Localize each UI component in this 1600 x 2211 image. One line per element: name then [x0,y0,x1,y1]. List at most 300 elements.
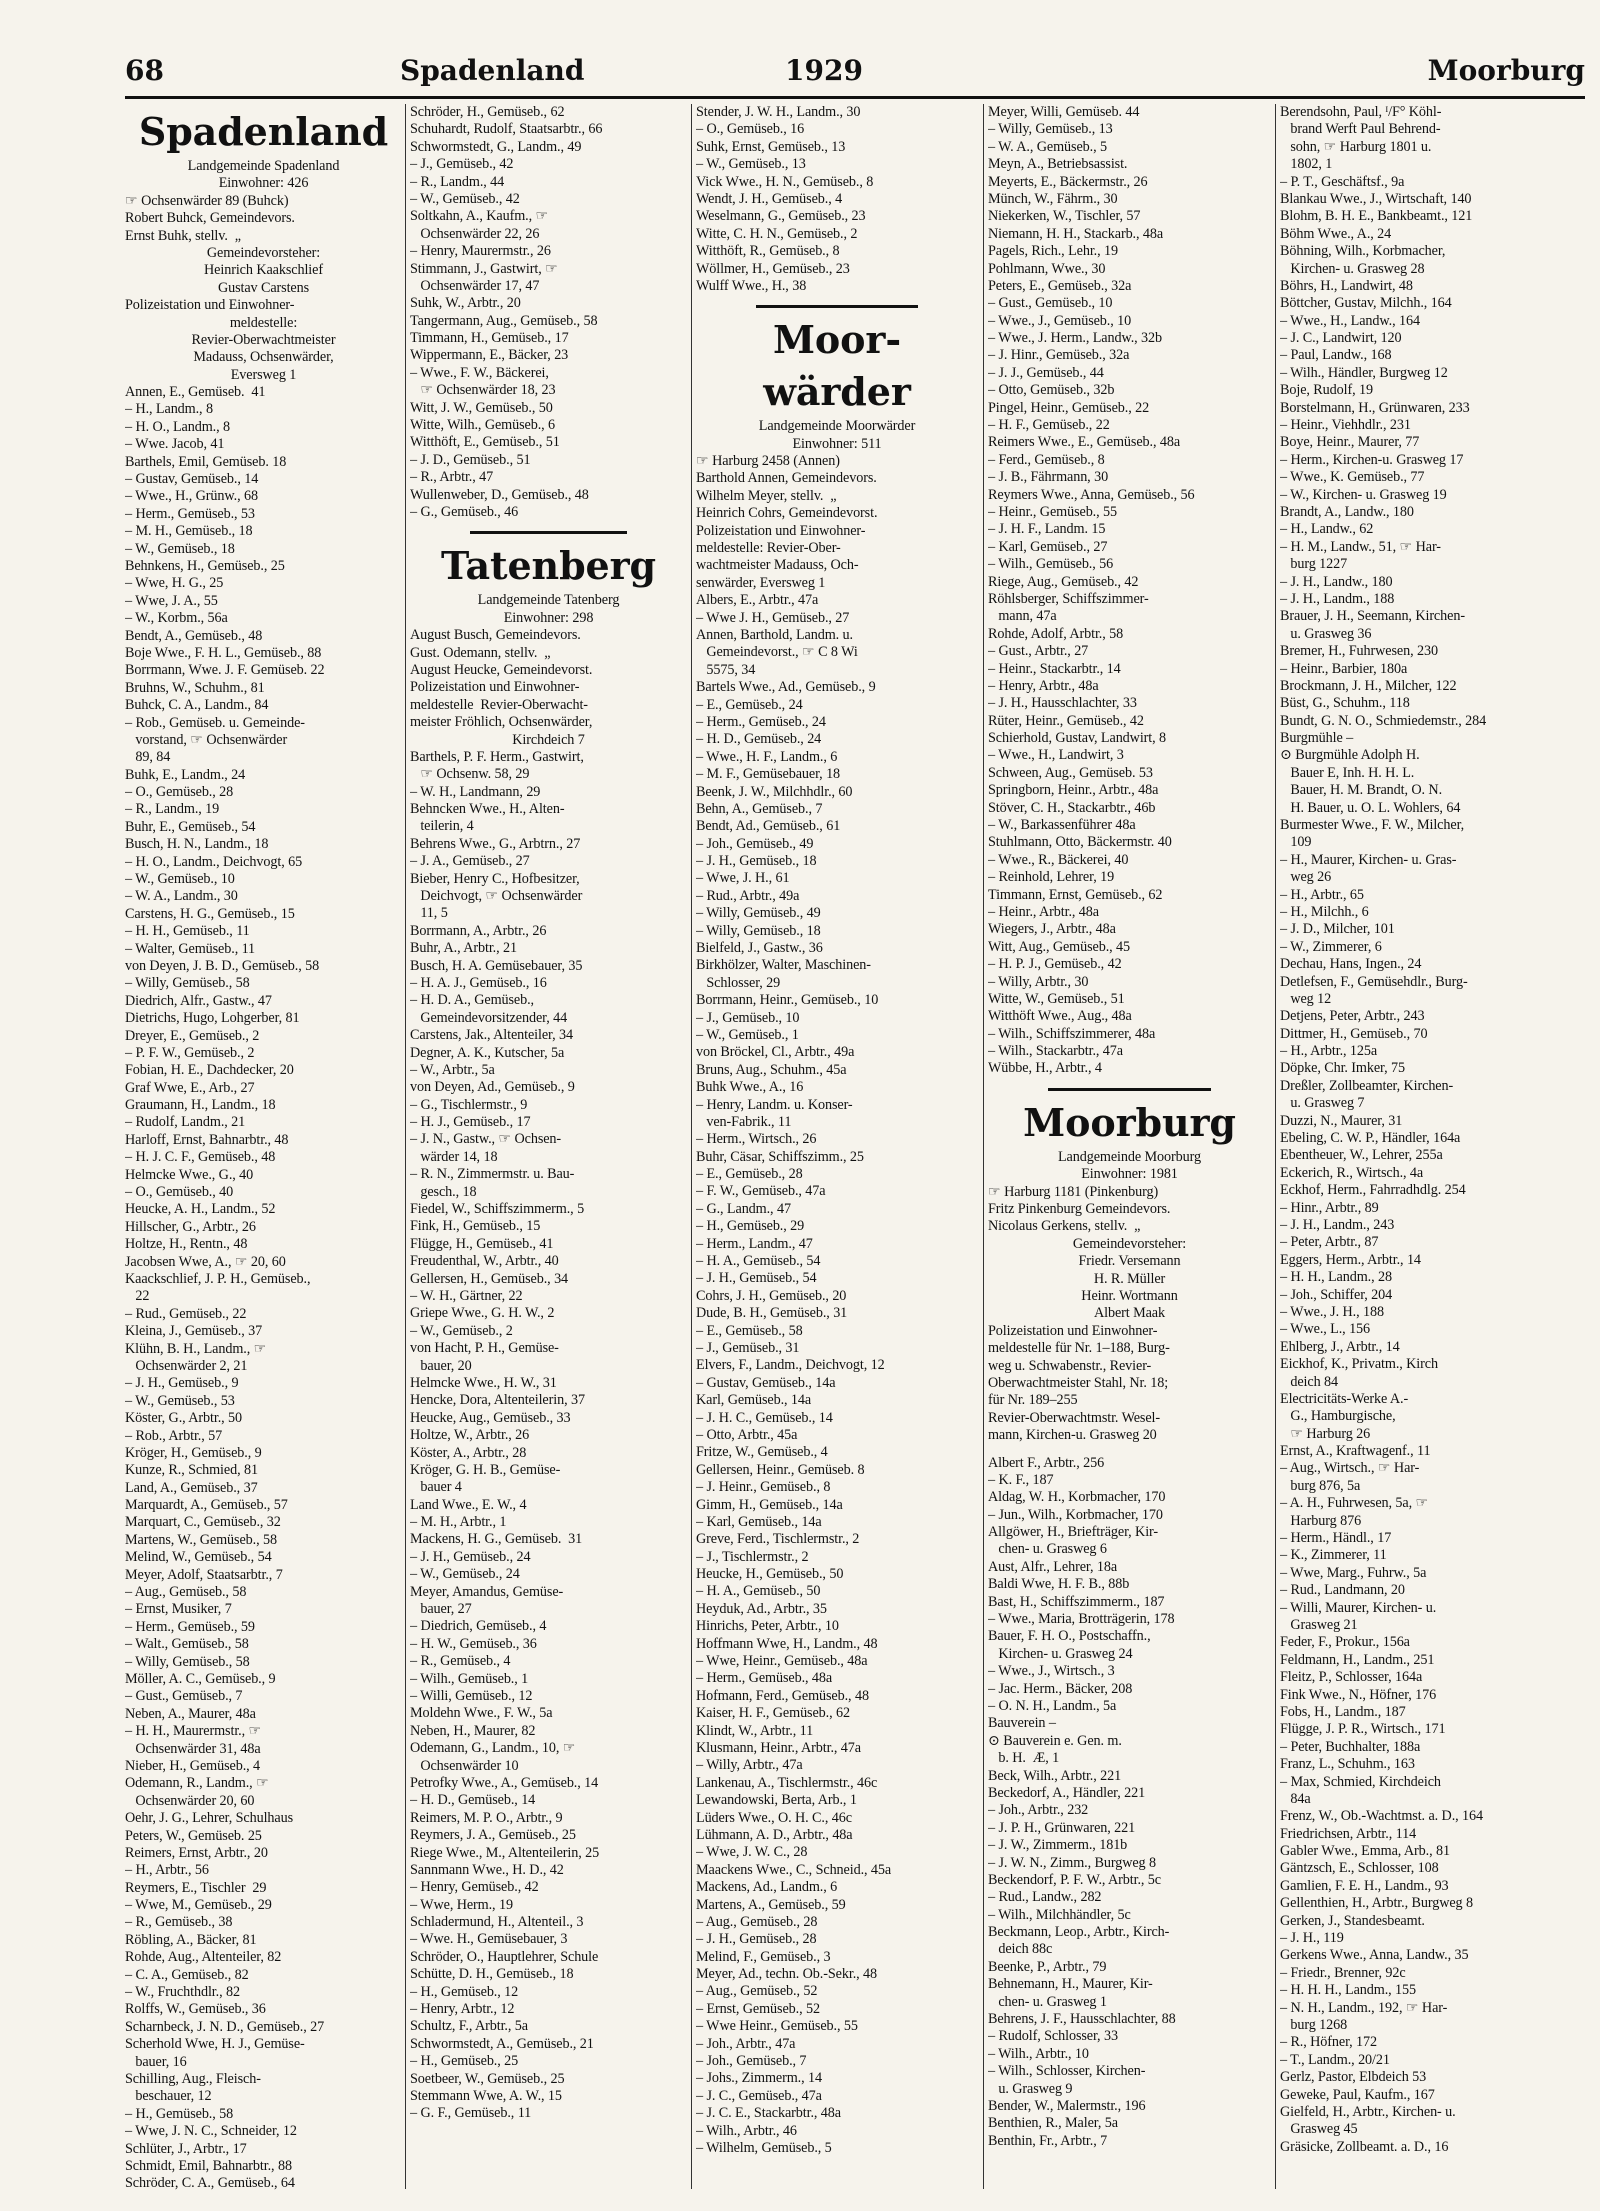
directory-entry: – Wwe., L., 156 [1280,1321,1371,1338]
directory-entry: – P. T., Geschäftsf., 9a [1280,173,1405,190]
directory-entry: Fobian, H. E., Dachdecker, 20 [125,1062,294,1079]
directory-entry: Berendsohn, Paul, ᴵ/F° Köhl- [1280,104,1442,120]
directory-entry: – Rob., Arbtr., 57 [125,1427,223,1444]
directory-entry: Flügge, H., Gemüseb., 41 [410,1235,554,1252]
directory-entry: ⊙ Burgmühle Adolph H. [1280,747,1420,764]
directory-entry: – H. H., Gemüseb., 11 [125,923,250,940]
directory-entry: Witthöft, R., Gemüseb., 8 [696,243,840,260]
directory-entry: – Wilh., Arbtr., 46 [696,2122,797,2139]
directory-entry: Wübbe, H., Arbtr., 4 [988,1060,1102,1077]
directory-entry: – Hinr., Arbtr., 89 [1280,1199,1379,1216]
directory-entry: gesch., 18 [410,1183,477,1200]
directory-entry: Geweke, Paul, Kaufm., 167 [1280,2086,1435,2103]
directory-entry: – Rudolf, Landm., 21 [125,1114,246,1131]
directory-entry: Brauer, J. H., Seemann, Kirchen- [1280,608,1465,625]
directory-entry: Bauer E, Inh. H. H. L. [1280,764,1415,781]
directory-entry: Frenz, W., Ob.-Wachtmst. a. D., 164 [1280,1808,1484,1825]
directory-entry: – H. M., Landw., 51, ☞ Har- [1280,538,1441,555]
directory-entry: wachtmeister Madauss, Och- [696,557,859,574]
directory-entry: – W., Gemüseb., 2 [410,1322,513,1339]
directory-entry: – Wwe, J. N. C., Schneider, 12 [125,2123,297,2140]
directory-entry: Cohrs, J. H., Gemüseb., 20 [696,1287,847,1304]
directory-entry: Schwormstedt, A., Gemüseb., 21 [410,2035,594,2052]
directory-entry: Klühn, B. H., Landm., ☞ [125,1340,267,1357]
directory-entry: – Wwe., J. H., 188 [1280,1303,1384,1320]
directory-entry: – M. H., Arbtr., 1 [410,1514,507,1531]
column-divider [1275,104,1276,2189]
directory-entry: Ebentheuer, W., Lehrer, 255a [1280,1147,1443,1164]
section-info: Landgemeinde Moorburg [1057,1148,1202,1165]
directory-entry: – R., Arbtr., 47 [410,469,494,486]
section-info: meldestelle: [229,314,298,331]
directory-entry: Annen, Barthold, Landm. u. [696,626,853,643]
directory-entry: – Willi, Maurer, Kirchen- u. [1280,1599,1437,1616]
directory-entry: Degner, A. K., Kutscher, 5a [410,1044,565,1061]
directory-entry: Gust. Odemann, stellv. „ [410,644,551,661]
section-info: Madauss, Ochsenwärder, [193,349,334,366]
directory-entry: – Herm., Gemüseb., 53 [125,505,255,522]
section-rule [756,305,918,312]
directory-entry: Schröder, H., Gemüseb., 62 [410,104,565,120]
directory-entry: – J., Gemüseb., 31 [696,1340,800,1356]
directory-entry: Aldag, W. H., Korbmacher, 170 [988,1489,1166,1506]
directory-entry: Detlefsen, F., Gemüsehdlr., Burg- [1280,973,1468,990]
directory-entry: Böhrs, H., Landwirt, 48 [1280,277,1413,294]
directory-entry: bauer, 20 [410,1357,472,1374]
directory-entry: Wiegers, J., Arbtr., 48a [988,921,1116,938]
directory-entry: Rohde, Adolf, Arbtr., 58 [988,625,1124,642]
directory-entry: Lühmann, A. D., Arbtr., 48a [696,1826,853,1843]
directory-entry: – Wwe., Maria, Brotträgerin, 178 [988,1611,1175,1628]
directory-entry: Hillscher, G., Arbtr., 26 [125,1218,256,1235]
directory-entry: deich 88c [988,1941,1053,1958]
directory-entry: Polizeistation und Einwohner- [696,522,866,539]
directory-entry: Polizeistation und Einwohner- [988,1322,1158,1339]
directory-entry: – Wwe, M., Gemüseb., 29 [125,1897,272,1914]
directory-entry: Fink Wwe., N., Höfner, 176 [1280,1686,1437,1703]
directory-entry: – Wwe., J., Wirtsch., 3 [988,1663,1115,1680]
directory-entry: Harloff, Ernst, Bahnarbtr., 48 [125,1131,289,1148]
directory-entry: von Hacht, P. H., Gemüse- [410,1340,559,1357]
directory-entry: – W., Fruchthdlr., 82 [125,1984,240,2001]
directory-entry: – J. A., Gemüseb., 27 [410,853,530,870]
directory-entry: – Otto, Gemüseb., 32b [988,382,1115,399]
directory-entry: – W., Kirchen- u. Grasweg 19 [1280,486,1447,503]
directory-entry: – Walt., Gemüseb., 58 [125,1636,249,1653]
directory-entry: Nieber, H., Gemüseb., 4 [125,1757,261,1774]
directory-entry: – F. W., Gemüseb., 47a [696,1183,826,1200]
directory-entry: burg 1227 [1280,556,1348,573]
directory-entry: – H. O., Landm., 8 [125,418,230,435]
directory-entry: – Rud., Landmann, 20 [1280,1582,1405,1599]
directory-entry: – H. J. C. F., Gemüseb., 48 [125,1149,276,1166]
directory-entry: – Rud., Arbtr., 49a [696,887,800,904]
directory-entry: – Herm., Gemüseb., 48a [696,1670,833,1687]
directory-entry: Carstens, Jak., Altenteiler, 34 [410,1027,573,1044]
directory-entry: weg u. Schwabenstr., Revier- [988,1357,1152,1374]
directory-entry: – Joh., Arbtr., 232 [988,1802,1089,1819]
directory-entry: Tangermann, Aug., Gemüseb., 58 [410,312,598,329]
directory-entry: Soetbeer, W., Gemüseb., 25 [410,2070,565,2087]
directory-entry: Holtze, W., Arbtr., 26 [410,1427,530,1444]
directory-entry: – J. J., Gemüseb., 44 [988,364,1104,381]
directory-entry: – W. H., Gärtner, 22 [410,1288,523,1304]
directory-entry: – W. H., Landmann, 29 [410,783,541,800]
directory-entry: 5575, 34 [696,661,756,678]
directory-entry: – O., Gemüseb., 16 [696,121,805,138]
directory-entry: – H. A. J., Gemüseb., 16 [410,974,547,991]
directory-entry: – Diedrich, Gemüseb., 4 [410,1618,547,1635]
directory-entry: Meyer, Ad., techn. Ob.-Sekr., 48 [696,1966,878,1983]
directory-entry: chen- u. Grasweg 6 [988,1541,1107,1558]
directory-entry: – J. H., Gemüseb., 9 [125,1375,239,1392]
section-info: Landgemeinde Spadenland [187,158,340,174]
directory-entry: – Johs., Zimmerm., 14 [696,2070,822,2087]
directory-entry: – Henry, Maurermstr., 26 [410,243,551,260]
directory-entry: – Aug., Gemüseb., 52 [696,1983,818,2000]
section-title: Spadenland [138,109,389,154]
column-divider [983,104,984,2189]
directory-entry: Jacobsen Wwe, A., ☞ 20, 60 [125,1253,286,1270]
section-rule [470,531,627,538]
directory-entry: Bauer, F. H. O., Postschaffn., [988,1628,1151,1645]
directory-entry: Brockmann, J. H., Milcher, 122 [1280,677,1457,694]
directory-entry: Martens, W., Gemüseb., 58 [125,1531,277,1548]
directory-entry: – Wilh., Gemüseb., 56 [988,556,1114,573]
directory-entry: Bendt, Ad., Gemüseb., 61 [696,818,841,835]
directory-entry: – Willy, Gemüseb., 18 [696,922,821,939]
directory-entry: Grasweg 21 [1280,1616,1358,1633]
directory-entry: – Heinr., Stackarbtr., 14 [988,660,1121,677]
directory-entry: Heucke, A. H., Landm., 52 [125,1201,276,1218]
directory-entry: – O., Gemüseb., 40 [125,1184,234,1201]
directory-entry: – Wwe., J., Gemüseb., 10 [988,312,1132,329]
directory-entry: – C. A., Gemüseb., 82 [125,1966,249,1983]
directory-entry: Gabler Wwe., Emma, Arb., 81 [1280,1843,1451,1860]
directory-entry: Buhk Wwe., A., 16 [696,1079,804,1096]
directory-entry: Fobs, H., Landm., 187 [1280,1703,1406,1720]
directory-entry: – J. H., Landm., 188 [1280,590,1395,607]
directory-entry: burg 1268 [1280,2016,1348,2033]
directory-entry: 109 [1280,834,1312,851]
directory-entry: – Wwe, J. A., 55 [125,592,218,609]
directory-entry: Timmann, H., Gemüseb., 17 [410,330,569,347]
directory-entry: – H. W., Gemüseb., 36 [410,1635,537,1652]
directory-entry: Eckerich, R., Wirtsch., 4a [1280,1164,1424,1181]
directory-entry: – H. H., Maurermstr., ☞ [125,1723,262,1740]
header-left-title: Spadenland [400,54,585,87]
directory-entry: – G., Tischlermstr., 9 [410,1096,528,1113]
directory-entry: 1802, 1 [1280,156,1333,173]
directory-entry: Benthien, R., Maler, 5a [988,2115,1118,2132]
directory-entry: – H., Gemüseb., 25 [410,2053,519,2070]
directory-entry: – H. J., Gemüseb., 17 [410,1114,531,1131]
section-info: Friedr. Versemann [1078,1253,1181,1270]
directory-entry: Eickhof, K., Privatm., Kirch [1280,1356,1438,1373]
directory-entry: – R., Gemüseb., 4 [410,1653,511,1670]
directory-entry: Fleitz, P., Schlosser, 164a [1280,1669,1423,1686]
directory-entry: Graumann, H., Landm., 18 [125,1097,276,1114]
directory-entry: – J. H., Gemüseb., 28 [696,1931,817,1948]
directory-entry: Borrmann, Heinr., Gemüseb., 10 [696,992,879,1009]
directory-entry: Gimm, H., Gemüseb., 14a [696,1496,843,1513]
directory-entry: Dreßler, Zollbeamter, Kirchen- [1280,1077,1454,1094]
directory-entry: Gerkens Wwe., Anna, Landw., 35 [1280,1947,1469,1964]
directory-entry: – Peter, Arbtr., 87 [1280,1234,1379,1251]
directory-entry: Oehr, J. G., Lehrer, Schulhaus [125,1810,294,1827]
directory-entry: Wöllmer, H., Gemüseb., 23 [696,260,850,277]
directory-entry: – J., Gemüseb., 42 [410,156,514,173]
directory-entry: Stender, J. W. H., Landm., 30 [696,104,861,120]
directory-entry: – R., Höfner, 172 [1280,2034,1378,2051]
directory-entry: von Deyen, Ad., Gemüseb., 9 [410,1079,575,1096]
directory-entry: teilerin, 4 [410,818,474,835]
directory-entry: Hencke, Dora, Altenteilerin, 37 [410,1392,585,1409]
directory-entry: Aust, Alfr., Lehrer, 18a [988,1558,1118,1575]
directory-entry: Gemeindevorsitzender, 44 [410,1009,568,1026]
directory-entry: Electricitäts-Werke A.- [1280,1390,1409,1407]
directory-entry: Buhr, A., Arbtr., 21 [410,940,517,957]
directory-entry: Bremer, H., Fuhrwesen, 230 [1280,643,1438,660]
directory-entry: b. H. Æ, 1 [988,1750,1060,1767]
directory-entry: Bast, H., Schiffszimmerm., 187 [988,1593,1165,1610]
directory-entry: Dechau, Hans, Ingen., 24 [1280,956,1422,973]
directory-entry: Rüter, Heinr., Gemüseb., 42 [988,712,1144,729]
directory-entry: – J. P. H., Grünwaren, 221 [988,1819,1136,1836]
directory-entry: brand Werft Paul Behrend- [1280,121,1441,138]
directory-entry: Baldi Wwe, H. F. B., 88b [988,1576,1130,1593]
directory-entry: – Wwe, Heinr., Gemüseb., 48a [696,1653,868,1670]
directory-entry: Feldmann, H., Landm., 251 [1280,1651,1435,1668]
section-title: Moorburg [1023,1099,1236,1145]
directory-entry: Scherhold Wwe, H. J., Gemüse- [125,2036,305,2053]
directory-entry: – J. H., 119 [1280,1930,1344,1947]
directory-entry: Wilhelm Meyer, stellv. „ [696,487,837,504]
directory-entry: Detjens, Peter, Arbtr., 243 [1280,1008,1425,1025]
directory-entry: weg 12 [1280,990,1332,1007]
directory-entry: Beckendorf, P. F. W., Arbtr., 5c [988,1871,1161,1888]
directory-entry: Kröger, H., Gemüseb., 9 [125,1444,262,1461]
directory-entry: Pingel, Heinr., Gemüseb., 22 [988,399,1150,416]
directory-entry: Schladermund, H., Altenteil., 3 [410,1914,584,1931]
directory-entry: Marquart, C., Gemüseb., 32 [125,1514,281,1531]
directory-entry: Mackens, H. G., Gemüseb. 31 [410,1531,583,1548]
directory-entry: August Busch, Gemeindevors. [410,627,581,644]
directory-entry: – Herm., Wirtsch., 26 [696,1131,817,1148]
directory-entry: Bartels Wwe., Ad., Gemüseb., 9 [696,679,876,696]
directory-entry: Döpke, Chr. Imker, 75 [1280,1060,1405,1077]
directory-entry: – Wwe., F. W., Bäckerei, [410,364,549,381]
directory-entry: Dude, B. H., Gemüseb., 31 [696,1305,848,1322]
directory-entry: Reymers, E., Tischler 29 [125,1879,267,1896]
directory-entry: – J. D., Milcher, 101 [1280,921,1395,938]
directory-entry: Marquardt, A., Gemüseb., 57 [125,1497,288,1514]
directory-entry: Behn, A., Gemüseb., 7 [696,800,823,817]
directory-entry: Gellersen, H., Gemüseb., 34 [410,1270,569,1287]
directory-entry: – Rob., Gemüseb. u. Gemeinde- [125,714,305,731]
directory-entry: – G., Landm., 47 [696,1200,791,1217]
directory-entry: Boje Wwe., F. H. L., Gemüseb., 88 [125,644,322,661]
directory-entry: bauer, 16 [125,2053,187,2070]
directory-entry: Revier-Oberwachtmstr. Wesel- [988,1409,1161,1426]
directory-entry: Freudenthal, W., Arbtr., 40 [410,1253,559,1270]
directory-entry: Franz, L., Schuhm., 163 [1280,1756,1415,1773]
header-year: 1929 [785,54,863,87]
directory-entry: Burmester Wwe., F. W., Milcher, [1280,817,1465,834]
directory-entry: Köster, A., Arbtr., 28 [410,1444,527,1461]
directory-entry: Beenk, J. W., Milchhdlr., 60 [696,783,853,800]
directory-entry: Lüders Wwe., O. H. C., 46c [696,1809,852,1826]
section-info: Einwohner: 298 [503,609,594,626]
directory-entry: – A. H., Fuhrwesen, 5a, ☞ [1280,1495,1429,1512]
directory-entry: Bundt, G. N. O., Schmiedemstr., 284 [1280,712,1487,729]
directory-entry: Stöver, C. H., Stackarbtr., 46b [988,799,1156,816]
directory-entry: Gäntzsch, E., Schlosser, 108 [1280,1860,1439,1877]
directory-entry: – W., Gemüseb., 42 [410,190,520,207]
directory-entry: Reymers, J. A., Gemüseb., 25 [410,1827,576,1844]
directory-entry: Land Wwe., E. W., 4 [410,1496,527,1513]
directory-entry: – Wwe. Jacob, 41 [125,436,225,453]
directory-entry: Schuhardt, Rudolf, Staatsarbtr., 66 [410,121,603,138]
directory-entry: Diedrich, Alfr., Gastw., 47 [125,992,272,1009]
directory-entry: Soltkahn, A., Kaufm., ☞ [410,208,549,225]
directory-entry: Buhk, E., Landm., 24 [125,766,246,783]
directory-entry: – H. D. A., Gemüseb., [410,992,535,1009]
directory-entry: – G., Gemüseb., 46 [410,503,519,520]
directory-entry: – J., Gemüseb., 10 [696,1009,800,1026]
directory-entry: Witt, J. W., Gemüseb., 50 [410,399,553,416]
directory-entry: Gellersen, Heinr., Gemüseb. 8 [696,1461,865,1478]
directory-entry: Deichvogt, ☞ Ochsenwärder [410,888,583,905]
directory-entry: – H., Landw., 62 [1280,521,1374,538]
directory-entry: Pohlmann, Wwe., 30 [988,260,1106,277]
directory-entry: Burgmühle – [1280,730,1354,747]
directory-entry: Boje, Rudolf, 19 [1280,382,1373,399]
directory-entry: – Aug., Gemüseb., 58 [125,1584,247,1601]
directory-entry: – Paul, Landw., 168 [1280,347,1392,364]
directory-entry: Dittmer, H., Gemüseb., 70 [1280,1025,1428,1042]
directory-entry: Buhr, E., Gemüseb., 54 [125,818,256,835]
directory-entry: – J. Hinr., Gemüseb., 32a [988,347,1130,364]
directory-entry: H. Bauer, u. O. L. Wohlers, 64 [1280,799,1461,816]
directory-entry: Gerlz, Pastor, Elbdeich 53 [1280,2069,1427,2086]
directory-entry: Annen, E., Gemüseb. 41 [125,384,266,401]
directory-entry: Land, A., Gemüseb., 37 [125,1479,258,1496]
directory-entry: Beenke, P., Arbtr., 79 [988,1958,1107,1975]
directory-entry: – H. O., Landm., Deichvogt, 65 [125,853,303,870]
section-info: Landgemeinde Tatenberg [477,592,620,609]
directory-entry: – Heinr., Gemüseb., 55 [988,503,1118,520]
directory-entry: – Otto, Arbtr., 45a [696,1426,798,1443]
directory-entry: Carstens, H. G., Gemüseb., 15 [125,905,295,922]
directory-entry: bauer 4 [410,1479,462,1496]
directory-entry: Schlosser, 29 [696,974,781,991]
directory-entry: Schultz, F., Arbtr., 5a [410,2018,528,2035]
directory-entry: – H., Arbtr., 56 [125,1862,209,1879]
directory-entry: Brandt, A., Landw., 180 [1280,503,1414,520]
column-divider [405,104,406,2189]
directory-entry: Röbling, A., Bäcker, 81 [125,1931,257,1948]
directory-entry: – M. F., Gemüsebauer, 18 [696,766,841,783]
directory-entry: Schröder, C. A., Gemüseb., 64 [125,2175,295,2192]
directory-entry: Beckmann, Leop., Arbtr., Kirch- [988,1924,1170,1941]
directory-entry: Helmcke Wwe., G., 40 [125,1166,254,1183]
directory-entry: Klindt, W., Arbtr., 11 [696,1722,814,1739]
directory-entry: Reimers, M. P. O., Arbtr., 9 [410,1809,563,1826]
directory-entry: – J., Tischlermstr., 2 [696,1548,809,1565]
section-info: Landgemeinde Moorwärder [758,418,916,435]
section-info: Heinr. Wortmann [1081,1288,1178,1304]
directory-entry: 84a [1280,1790,1311,1807]
directory-entry: – Wilh., Arbtr., 10 [988,2045,1089,2062]
directory-entry: – Herm., Landm., 47 [696,1235,813,1252]
directory-entry: Bauer, H. M. Brandt, O. N. [1280,782,1443,799]
directory-entry: – O. N. H., Landm., 5a [988,1697,1117,1714]
directory-entry: Fink, H., Gemüseb., 15 [410,1218,541,1235]
directory-entry: Holtze, H., Rentn., 48 [125,1236,248,1253]
directory-entry: Karl, Gemüseb., 14a [696,1392,812,1409]
directory-entry: – W., Gemüseb., 13 [696,156,806,173]
directory-entry: deich 84 [1280,1373,1338,1390]
directory-entry: – H., Gemüseb., 29 [696,1218,805,1235]
directory-entry: – Wwe., J. Herm., Landw., 32b [988,330,1163,347]
directory-entry: – Gustav, Gemüseb., 14 [125,471,259,488]
directory-entry: 22 [125,1288,150,1305]
directory-entry: vorstand, ☞ Ochsenwärder [125,731,288,748]
directory-entry: – H. H., Landm., 28 [1280,1269,1392,1286]
directory-entry: – Wwe J. H., Gemüseb., 27 [696,609,850,626]
directory-entry: – Wwe., H. F., Landm., 6 [696,748,838,765]
directory-entry: – J. N., Gastw., ☞ Ochsen- [410,1131,562,1148]
directory-entry: – H., Milchh., 6 [1280,903,1369,920]
directory-entry: Busch, H. A. Gemüsebauer, 35 [410,957,583,974]
column-5 [1280,104,1585,2194]
directory-entry: – Herm., Gemüseb., 59 [125,1618,255,1635]
directory-entry: Mackens, Ad., Landm., 6 [696,1879,838,1896]
directory-entry: – Karl, Gemüseb., 14a [696,1513,822,1530]
directory-entry: – Wwe, Marg., Fuhrw., 5a [1280,1564,1427,1581]
directory-entry: – J. C., Gemüseb., 47a [696,2087,822,2104]
directory-entry: Suhk, W., Arbtr., 20 [410,295,521,312]
directory-entry: Graf Wwe, E., Arb., 27 [125,1079,255,1096]
directory-entry: Ochsenwärder 10 [410,1757,519,1774]
section-title: wärder [763,369,911,415]
directory-entry: Moldehn Wwe., F. W., 5a [410,1705,553,1722]
directory-entry: Albers, E., Arbtr., 47a [696,592,819,609]
directory-entry: Beck, Wilh., Arbtr., 221 [988,1767,1122,1784]
directory-entry: – Wwe, H. G., 25 [125,575,224,592]
directory-entry: Peters, W., Gemüseb. 25 [125,1827,262,1844]
directory-entry: – W., Gemüseb., 1 [696,1026,799,1043]
directory-entry: ven-Fabrik., 11 [696,1113,792,1130]
directory-entry: – Herm., Gemüseb., 24 [696,713,826,730]
directory-entry: – J. H., Gemüseb., 54 [696,1270,817,1287]
directory-entry: Behncken Wwe., H., Alten- [410,801,565,818]
directory-entry: – J. H. F., Landm. 15 [988,521,1106,538]
directory-entry: – Herm., Kirchen-u. Grasweg 17 [1280,451,1464,468]
directory-entry: Meyn, A., Betriebsassist. [988,156,1128,173]
directory-entry: Meyer, Adolf, Staatsarbtr., 7 [125,1566,283,1583]
directory-entry: – J. W. N., Zimm., Burgweg 8 [988,1854,1156,1871]
directory-entry: Albert F., Arbtr., 256 [988,1454,1105,1471]
directory-entry: ☞ Ochsenw. 58, 29 [410,766,530,783]
directory-entry: Polizeistation und Einwohner- [410,679,580,696]
directory-entry: – Wwe., H., Landwirt, 3 [988,747,1124,764]
directory-entry: – Henry, Arbtr., 48a [988,677,1099,694]
directory-entry: Heucke, H., Gemüseb., 50 [696,1566,844,1583]
directory-entry: – Willy, Gemüseb., 49 [696,905,821,922]
directory-entry: – Wilh., Schlosser, Kirchen- [988,2063,1146,2080]
